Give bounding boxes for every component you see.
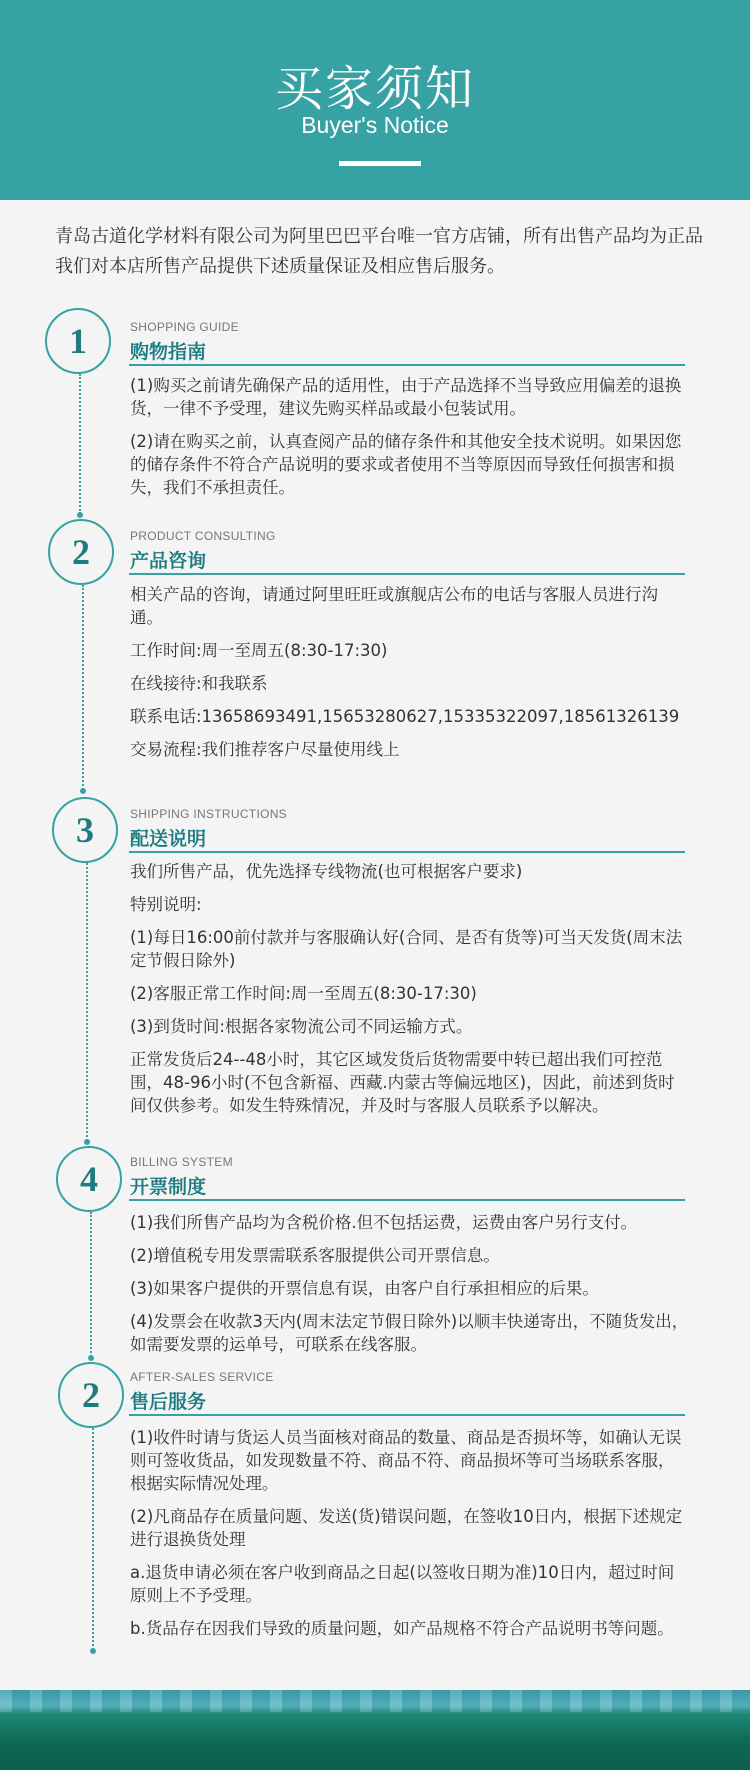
paragraph: (1)购买之前请先确保产品的适用性，由于产品选择不当导致应用偏差的退换货，一律不予受理，建议先购买样品或最小包装试用。 xyxy=(130,376,682,418)
timeline-dots xyxy=(92,1428,94,1650)
section-number-badge: 2 xyxy=(58,1362,124,1428)
timeline-dot xyxy=(88,1355,94,1361)
paragraph: (2)凡商品存在质量问题、发送(货)错误问题，在签收10日内，根据下述规定进行退换货处理 xyxy=(130,1507,683,1549)
paragraph: (3)如果客户提供的开票信息有误，由客户自行承担相应的后果。 xyxy=(130,1279,599,1298)
page-title: 买家须知 xyxy=(274,61,475,117)
intro-text: 青岛古道化学材料有限公司为阿里巴巴平台唯一官方店铺，所有出售产品均为正品我们对本店所售产品提供下述质量保证及相应售后服务。 xyxy=(55,226,703,277)
section-underline xyxy=(129,364,685,366)
footer-sea-banner xyxy=(0,1690,750,1770)
section-en-title: AFTER-SALES SERVICE xyxy=(130,1370,274,1384)
timeline-dots xyxy=(82,585,84,790)
section-underline xyxy=(129,851,685,853)
page-subtitle: Buyer's Notice xyxy=(301,112,449,138)
paragraph: 相关产品的咨询，请通过阿里旺旺或旗舰店公布的电话与客服人员进行沟通。 xyxy=(130,585,658,627)
paragraph: (2)请在购买之前，认真查阅产品的储存条件和其他安全技术说明。如果因您的储存条件不符合产品说明的要求或者使用不当等原因而导致任何损害和损失，我们不承担责任。 xyxy=(130,432,682,497)
paragraph: 正常发货后24--48小时，其它区域发货后货物需要中转已超出我们可控范围，48-96小时(不包含新福、西藏.内蒙古等偏远地区)，因此，前述到货时间仅供参考。如发生特殊情况，并及时与客服人员联系予以解决。 xyxy=(130,1050,675,1115)
paragraph: (4)发票会在收款3天内(周末法定节假日除外)以顺丰快递寄出，不随货发出，如需要发票的运单号，可联系在线客服。 xyxy=(130,1312,689,1354)
section-cn-title: 购物指南 xyxy=(130,341,207,363)
footer-wave-decoration xyxy=(0,1690,750,1712)
section-cn-title: 产品咨询 xyxy=(130,550,207,572)
paragraph: 交易流程:我们推荐客户尽量使用线上 xyxy=(130,740,400,759)
section-cn-title: 配送说明 xyxy=(130,828,207,850)
section-cn-title: 开票制度 xyxy=(130,1176,207,1198)
section-body xyxy=(130,860,690,1127)
section-cn-title: 售后服务 xyxy=(130,1391,207,1413)
section-en-title: PRODUCT CONSULTING xyxy=(130,529,276,543)
section-underline xyxy=(129,1414,685,1416)
timeline-dots xyxy=(86,863,88,1141)
title-underline xyxy=(339,161,421,166)
paragraph: (1)收件时请与货运人员当面核对商品的数量、商品是否损坏等，如确认无误则可签收货品，如发现数量不符、商品不符、商品损坏等可当场联系客服，根据实际情况处理。 xyxy=(130,1428,682,1493)
paragraph: 特别说明: xyxy=(130,895,202,914)
timeline-dot xyxy=(80,788,86,794)
section-en-title: SHOPPING GUIDE xyxy=(130,320,239,334)
section-body xyxy=(130,1426,690,1650)
paragraph: 我们所售产品，优先选择专线物流(也可根据客户要求) xyxy=(130,862,523,881)
paragraph: (3)到货时间:根据各家物流公司不同运输方式。 xyxy=(130,1017,473,1036)
section-body xyxy=(130,1211,690,1366)
timeline-dot xyxy=(84,1139,90,1145)
section-number-badge: 4 xyxy=(56,1146,122,1212)
section-en-title: BILLING SYSTEM xyxy=(130,1155,233,1169)
timeline-dot xyxy=(77,512,83,518)
paragraph: 联系电话:13658693491,15653280627,15335322097,18561326139 xyxy=(130,707,680,726)
paragraph: b.货品存在因我们导致的质量问题，如产品规格不符合产品说明书等问题。 xyxy=(130,1619,674,1638)
timeline-dots xyxy=(90,1212,92,1357)
section-body xyxy=(130,374,690,509)
paragraph: a.退货申请必须在客户收到商品之日起(以签收日期为准)10日内，超过时间原则上不予受理。 xyxy=(130,1563,675,1605)
section-underline xyxy=(129,1199,685,1201)
section-number-badge: 2 xyxy=(48,519,114,585)
paragraph: 在线接待:和我联系 xyxy=(130,674,268,693)
timeline-dot xyxy=(90,1648,96,1654)
section-number-badge: 1 xyxy=(45,308,111,374)
section-body xyxy=(130,583,690,771)
section-number-badge: 3 xyxy=(52,797,118,863)
timeline-dots xyxy=(79,374,81,514)
paragraph: (1)我们所售产品均为含税价格.但不包括运费，运费由客户另行支付。 xyxy=(130,1213,638,1232)
section-underline xyxy=(129,573,685,575)
header-banner xyxy=(0,0,750,200)
paragraph: (1)每日16:00前付款并与客服确认好(合同、是否有货等)可当天发货(周末法定节假日除外) xyxy=(130,928,683,970)
paragraph: 工作时间:周一至周五(8:30-17:30) xyxy=(130,641,388,660)
paragraph: (2)增值税专用发票需联系客服提供公司开票信息。 xyxy=(130,1246,500,1265)
section-en-title: SHIPPING INSTRUCTIONS xyxy=(130,807,287,821)
paragraph: (2)客服正常工作时间:周一至周五(8:30-17:30) xyxy=(130,984,477,1003)
